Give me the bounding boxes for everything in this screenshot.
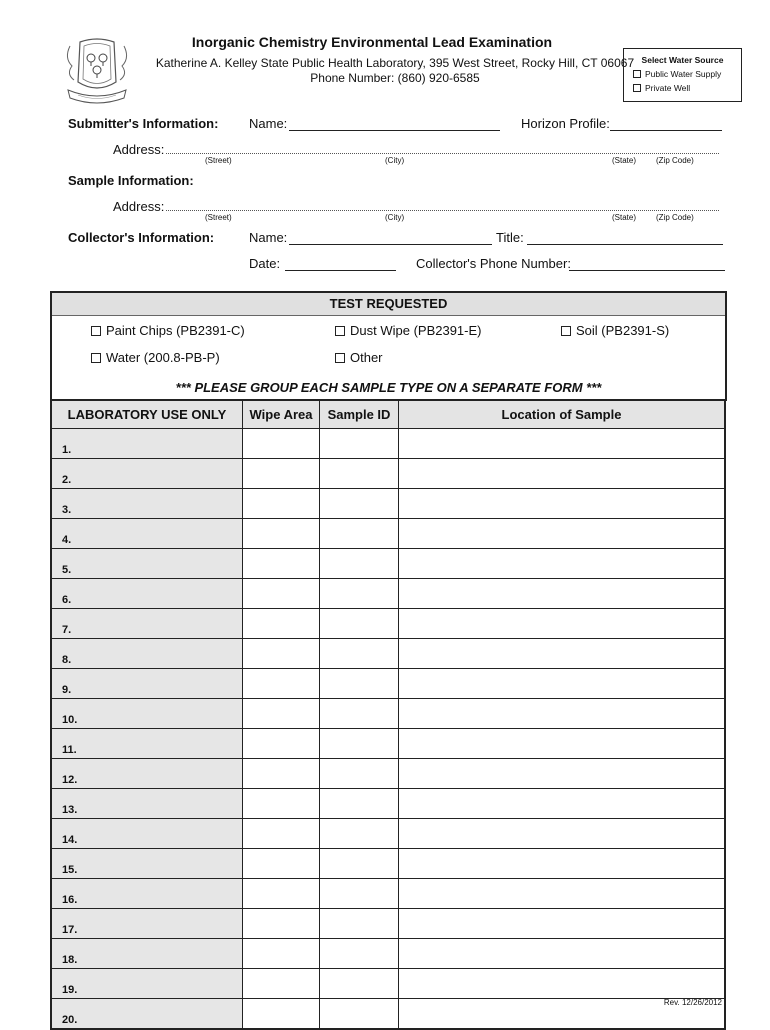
table-row [51, 519, 725, 549]
row-number: 9. [51, 669, 243, 699]
sample-id-cell[interactable] [320, 519, 399, 549]
sample-id-cell[interactable] [320, 909, 399, 939]
table-row [51, 549, 725, 579]
collector-phone-label: Collector's Phone Number: [416, 256, 571, 271]
wipe-area-cell[interactable] [243, 909, 320, 939]
submitter-name-label: Name: [249, 116, 288, 131]
submitter-address-field[interactable] [166, 153, 719, 154]
sample-id-cell[interactable] [320, 969, 399, 999]
table-row [51, 819, 725, 849]
sample-id-cell[interactable] [320, 729, 399, 759]
table-row [51, 429, 725, 459]
sample-id-cell[interactable] [320, 879, 399, 909]
table-row [51, 999, 725, 1030]
sample-id-cell[interactable] [320, 609, 399, 639]
page-title: Inorganic Chemistry Environmental Lead Examination [191, 34, 553, 50]
location-cell[interactable] [399, 609, 726, 639]
sample-id-cell[interactable] [320, 849, 399, 879]
sample-id-cell[interactable] [320, 429, 399, 459]
test-requested-panel [50, 291, 727, 401]
submitter-section-label: Submitter's Information: [68, 116, 219, 131]
row-number: 7. [51, 609, 243, 639]
wipe-area-cell[interactable] [243, 789, 320, 819]
group-samples-notice: *** PLEASE GROUP EACH SAMPLE TYPE ON A SEPARATE FORM *** [175, 380, 602, 395]
test-requested-heading: TEST REQUESTED [52, 293, 725, 316]
sample-id-cell[interactable] [320, 819, 399, 849]
collector-date-label: Date: [249, 256, 281, 271]
sample-id-cell[interactable] [320, 759, 399, 789]
collector-title-field[interactable] [527, 244, 723, 245]
wipe-area-cell[interactable] [243, 849, 320, 879]
sample-id-cell[interactable] [320, 549, 399, 579]
sample-table-header [51, 400, 725, 429]
sample-id-cell[interactable] [320, 789, 399, 819]
collector-title-label: Title: [496, 230, 524, 245]
water-label: Water (200.8-PB-P) [106, 350, 220, 365]
location-cell[interactable] [399, 729, 726, 759]
sample-city-caption: (City) [385, 213, 405, 222]
horizon-profile-field[interactable] [610, 130, 722, 131]
row-number: 19. [51, 969, 243, 999]
sample-street-caption: (Street) [205, 213, 232, 222]
sample-id-cell[interactable] [320, 999, 399, 1030]
collector-section-label: Collector's Information: [68, 230, 215, 245]
table-row [51, 459, 725, 489]
table-row [51, 729, 725, 759]
dust-wipe-checkbox[interactable] [335, 326, 345, 336]
wipe-area-cell[interactable] [243, 429, 320, 459]
wipe-area-cell[interactable] [243, 879, 320, 909]
sample-id-cell[interactable] [320, 669, 399, 699]
sample-table [50, 399, 726, 1030]
wipe-area-cell[interactable] [243, 519, 320, 549]
row-number: 6. [51, 579, 243, 609]
row-number: 12. [51, 759, 243, 789]
sample-id-header: Sample ID [320, 400, 399, 429]
row-number: 2. [51, 459, 243, 489]
location-cell[interactable] [399, 489, 726, 519]
location-of-sample-header: Location of Sample [399, 400, 726, 429]
submitter-city-caption: (City) [385, 156, 405, 165]
submitter-address-label: Address: [113, 142, 165, 157]
sample-state-caption: (State) [612, 213, 637, 222]
location-cell[interactable] [399, 459, 726, 489]
water-checkbox[interactable] [91, 353, 101, 363]
row-number: 1. [51, 429, 243, 459]
wipe-area-cell[interactable] [243, 669, 320, 699]
other-checkbox[interactable] [335, 353, 345, 363]
sample-address-label: Address: [113, 199, 165, 214]
test-option-water[interactable] [91, 350, 220, 365]
collector-name-label: Name: [249, 230, 288, 245]
wipe-area-cell[interactable] [243, 819, 320, 849]
dust-wipe-label: Dust Wipe (PB2391-E) [350, 323, 482, 338]
collector-phone-field[interactable] [569, 270, 725, 271]
wipe-area-cell[interactable] [243, 489, 320, 519]
sample-zip-caption: (Zip Code) [656, 213, 694, 222]
location-cell[interactable] [399, 759, 726, 789]
wipe-area-cell[interactable] [243, 999, 320, 1030]
table-row [51, 759, 725, 789]
wipe-area-cell[interactable] [243, 609, 320, 639]
test-option-other[interactable] [335, 350, 383, 365]
location-cell[interactable] [399, 939, 726, 969]
table-row [51, 789, 725, 819]
sample-address-field[interactable] [166, 210, 719, 211]
row-number: 20. [51, 999, 243, 1030]
location-cell[interactable] [399, 519, 726, 549]
collector-name-field[interactable] [289, 244, 492, 245]
location-cell[interactable] [399, 789, 726, 819]
wipe-area-header: Wipe Area [243, 400, 320, 429]
location-cell[interactable] [399, 849, 726, 879]
row-number: 15. [51, 849, 243, 879]
lab-address [130, 56, 660, 86]
table-row [51, 909, 725, 939]
table-row [51, 939, 725, 969]
sample-id-cell[interactable] [320, 939, 399, 969]
table-row [51, 639, 725, 669]
public-water-label: Public Water Supply [645, 69, 722, 79]
sample-id-cell[interactable] [320, 489, 399, 519]
location-cell[interactable] [399, 819, 726, 849]
location-cell[interactable] [399, 909, 726, 939]
table-row [51, 849, 725, 879]
collector-date-field[interactable] [285, 270, 396, 271]
wipe-area-cell[interactable] [243, 459, 320, 489]
paint-chips-label: Paint Chips (PB2391-C) [106, 323, 245, 338]
location-cell[interactable] [399, 699, 726, 729]
location-cell[interactable] [399, 579, 726, 609]
submitter-zip-caption: (Zip Code) [656, 156, 694, 165]
row-number: 13. [51, 789, 243, 819]
location-cell[interactable] [399, 879, 726, 909]
wipe-area-cell[interactable] [243, 639, 320, 669]
sample-id-cell[interactable] [320, 459, 399, 489]
sample-id-cell[interactable] [320, 639, 399, 669]
public-water-checkbox[interactable] [633, 70, 641, 78]
test-option-paint-chips[interactable] [91, 323, 245, 338]
submitter-state-caption: (State) [612, 156, 637, 165]
wipe-area-cell[interactable] [243, 759, 320, 789]
row-number: 4. [51, 519, 243, 549]
water-source-option-private[interactable] [633, 83, 741, 93]
paint-chips-checkbox[interactable] [91, 326, 101, 336]
table-row [51, 699, 725, 729]
other-label: Other [350, 350, 383, 365]
horizon-profile-label: Horizon Profile: [521, 116, 610, 131]
private-well-checkbox[interactable] [633, 84, 641, 92]
table-row [51, 609, 725, 639]
row-number: 16. [51, 879, 243, 909]
row-number: 10. [51, 699, 243, 729]
location-cell[interactable] [399, 549, 726, 579]
location-cell[interactable] [399, 669, 726, 699]
location-cell[interactable] [399, 969, 726, 999]
table-row [51, 969, 725, 999]
test-option-dust-wipe[interactable] [335, 323, 482, 338]
water-source-option-public[interactable] [633, 69, 741, 79]
row-number: 11. [51, 729, 243, 759]
wipe-area-cell[interactable] [243, 729, 320, 759]
soil-label: Soil (PB2391-S) [576, 323, 670, 338]
table-row [51, 669, 725, 699]
water-source-box [623, 48, 742, 102]
wipe-area-cell[interactable] [243, 699, 320, 729]
row-number: 14. [51, 819, 243, 849]
wipe-area-cell[interactable] [243, 549, 320, 579]
row-number: 5. [51, 549, 243, 579]
sample-section-label: Sample Information: [68, 173, 194, 188]
row-number: 17. [51, 909, 243, 939]
table-row [51, 879, 725, 909]
wipe-area-cell[interactable] [243, 969, 320, 999]
table-row [51, 579, 725, 609]
lab-use-only-header: LABORATORY USE ONLY [51, 400, 243, 429]
row-number: 8. [51, 639, 243, 669]
sample-id-cell[interactable] [320, 579, 399, 609]
submitter-street-caption: (Street) [205, 156, 232, 165]
test-option-soil[interactable] [561, 323, 669, 338]
revision-date: Rev. 12/26/2012 [663, 998, 722, 1007]
wipe-area-cell[interactable] [243, 579, 320, 609]
row-number: 18. [51, 939, 243, 969]
sample-id-cell[interactable] [320, 699, 399, 729]
location-cell[interactable] [399, 639, 726, 669]
lab-address-line: Katherine A. Kelley State Public Health Laboratory, 395 West Street, Rocky Hill, CT 06067 [155, 56, 635, 70]
wipe-area-cell[interactable] [243, 939, 320, 969]
private-well-label: Private Well [645, 83, 691, 93]
submitter-name-field[interactable] [289, 130, 500, 131]
water-source-heading: Select Water Source [641, 55, 724, 65]
location-cell[interactable] [399, 429, 726, 459]
soil-checkbox[interactable] [561, 326, 571, 336]
row-number: 3. [51, 489, 243, 519]
table-row [51, 489, 725, 519]
lab-phone-line: Phone Number: (860) 920-6585 [310, 71, 480, 85]
